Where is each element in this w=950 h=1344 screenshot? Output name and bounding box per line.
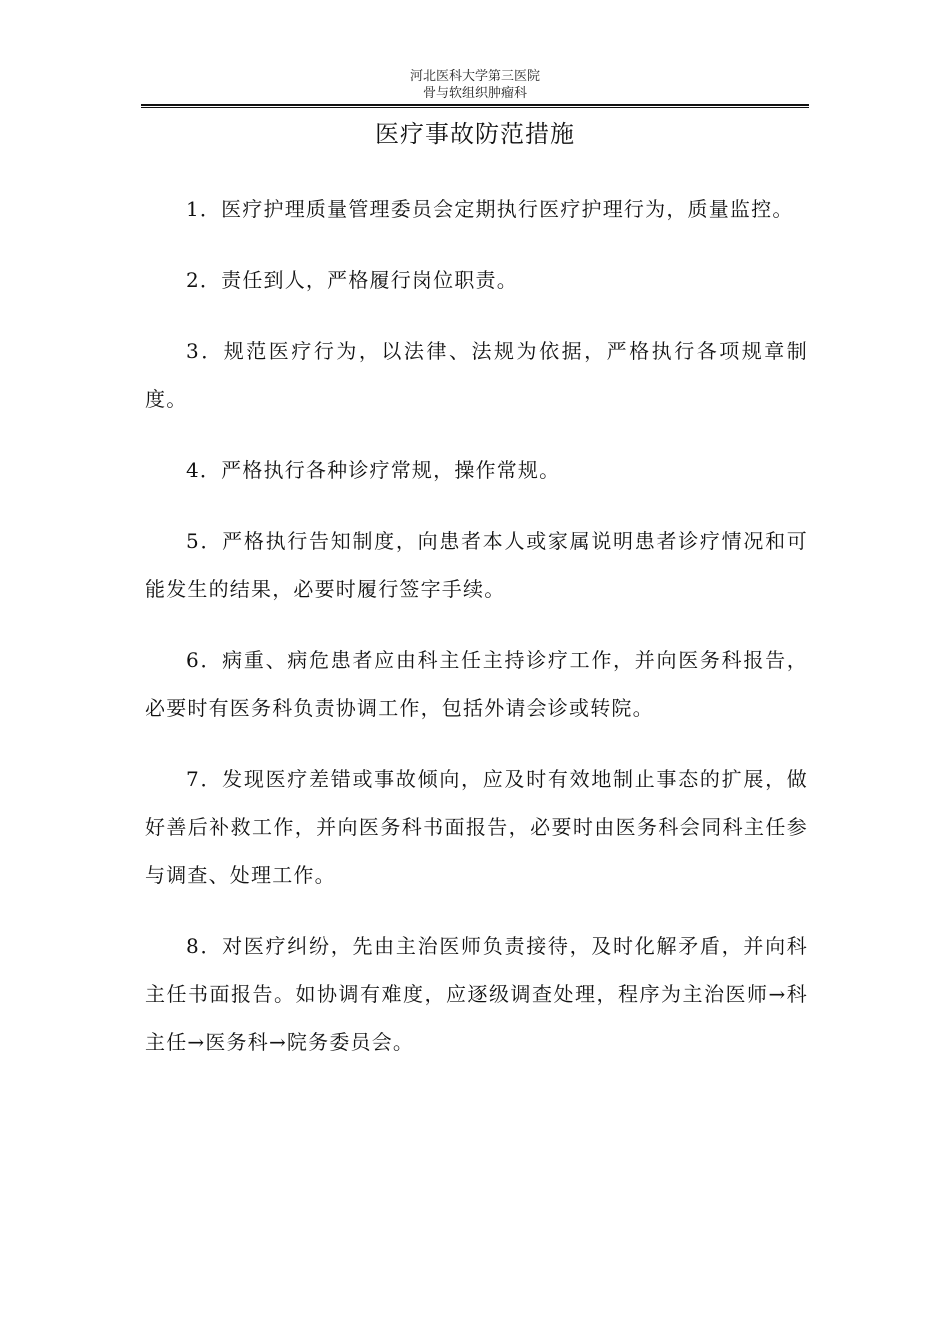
header-divider (141, 104, 809, 108)
header-hospital-name: 河北医科大学第三医院 (409, 69, 540, 84)
document-body (145, 185, 808, 1089)
paragraph-1: 1．医疗护理质量管理委员会定期执行医疗护理行为，质量监控。 (186, 197, 794, 221)
paragraph-3: 3．规范医疗行为，以法律、法规为依据，严格执行各项规章制度。 (145, 339, 808, 411)
document-title: 医疗事故防范措施 (375, 120, 575, 148)
page-header (141, 68, 809, 102)
paragraph-2: 2．责任到人，严格履行岗位职责。 (186, 268, 518, 292)
paragraph-8: 8．对医疗纠纷，先由主治医师负责接待，及时化解矛盾，并向科主任书面报告。如协调有难度，应逐级调查处理，程序为主治医师→科主任→医务科→院务委员会。 (145, 934, 808, 1054)
header-department-name: 骨与软组织肿瘤科 (422, 86, 527, 101)
paragraph-7: 7．发现医疗差错或事故倾向，应及时有效地制止事态的扩展，做好善后补救工作，并向医务科书面报告，必要时由医务科会同科主任参与调查、处理工作。 (145, 767, 808, 887)
paragraph-4: 4．严格执行各种诊疗常规，操作常规。 (186, 458, 561, 482)
paragraph-5: 5．严格执行告知制度，向患者本人或家属说明患者诊疗情况和可能发生的结果，必要时履行签字手续。 (145, 529, 808, 601)
paragraph-6: 6．病重、病危患者应由科主任主持诊疗工作，并向医务科报告，必要时有医务科负责协调工作，包括外请会诊或转院。 (145, 648, 808, 720)
